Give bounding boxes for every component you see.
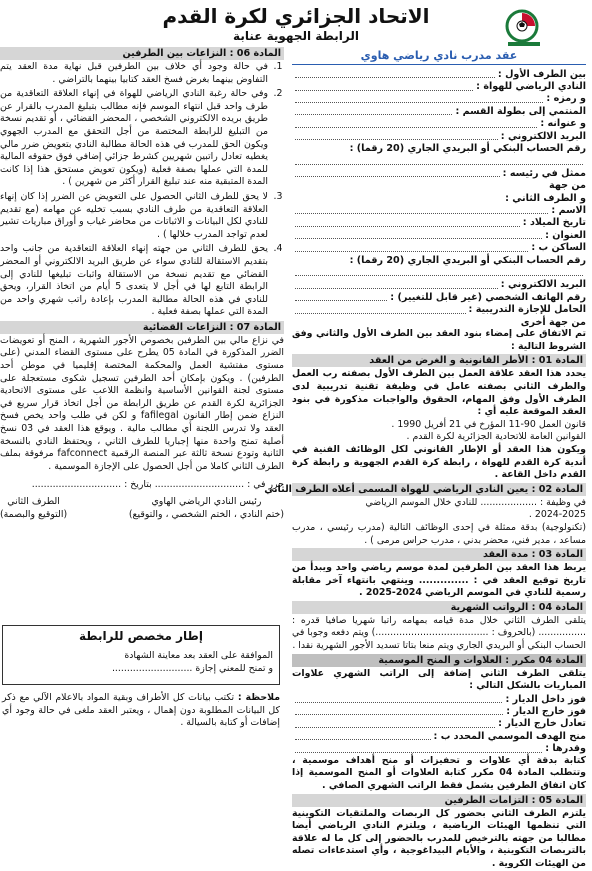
bonus-line[interactable] [292,693,586,705]
contract-intro: تم الاتفاق على إمضاء بنود العقد بين الطرف الأول والثاني وفق الشروط التالية : [292,328,586,352]
field-label: رقم الحساب البنكي أو البريدي الجاري (20 رقما) : [349,254,586,266]
field-label: البريد الالكتروني : [500,279,586,291]
bonus-label: وقدرها : [545,743,586,755]
signature-block [0,496,284,521]
field-label: تاريخ الميلاد : [522,217,586,229]
league-box-title: إطار مخصص للرابطة [79,629,203,643]
field-line[interactable] [292,217,586,229]
field-label: الحامل للإجازة التدريبية : [468,304,586,316]
footnote-text: تكتب بيانات كل الأطراف وبقية المواد بالاعلام الآلي مع ذكر كل البيانات المطلوبة دون إهمال ، ويعتبر العقد ملغى في حالة وجود أي إضافات أو كتابة بالسيالة . [2,692,280,729]
article-02-title: المادة 02 : يعين النادي الرياضي للهواة المسمى أعلاه الطرف الثاني [292,483,586,496]
field-line[interactable] [292,291,586,303]
left-column [0,46,284,521]
field-line [292,180,586,192]
article-06-item-text: وفي حالة رغبة النادي الرياضي للهواة في إنهاء العلاقة التعاقدية من طرف واحد قبل انتهاء الموسم فإنه مطالب بتبليغ المدرب بالقرار عن طريق بريده الالكتروني الشخصي ، المحضر القضائي ، أو تقديم نسخة من التبليغ للرابطة المختصة من أجل التحقق مع المدرب الجهوي ويكون الحق للمدرب في هذه الحالة مطالبة النادي بتعويض ضرر مالي يغطيه تعادل راتبين شهريين كشرط جزائي إضافي فوق حقوقه المالية للمدة التي عملها بصفة فعلية (ويكون تعويض مستحق هذا إذا كانت المدة المتبقية منه عند تبليغ القرار أكثر من شهرين ) . [0,88,268,188]
article-02-line[interactable]: في وظيفة : ................... للنادي خلال الموسم الرياضي [365,496,586,508]
field-line[interactable] [292,130,586,142]
field-label: من جهة [549,180,586,192]
field-line[interactable] [292,167,586,179]
bonus-label: فوز داخل الديار : [505,693,586,705]
article-06-item-text: في حالة وجود أي خلاف بين الطرفين قبل نهاية مدة العقد يتم التفاوض بينهما بغرض فسخ العقد كتابيا بينهما بالتراضي . [0,61,268,85]
faf-logo-icon [504,8,548,48]
article-01-title: المادة 01 : الأطر القانونية و الغرض من العقد [292,354,586,367]
field-line[interactable] [292,142,586,154]
field-line[interactable] [292,303,586,315]
article-04b-title: المادة 04 مكرر : العلاوات و المنح الموسمية [292,654,586,667]
right-column [264,46,586,871]
field-label: البريد الالكتروني : [500,130,586,142]
article-03-text: يربط هذا العقد بين الطرفين لمدة موسم رياضي واحد ويبدأ من تاريخ توقيع العقد في : .............. وينتهي بانتهاء آخر مقابلة رسمية للنادي في الموسم الرياضي 2024-2025 . [292,562,586,599]
club-signature[interactable] [129,496,284,521]
article-06-title: المادة 06 : النزاعات بين الطرفين [0,47,284,60]
date-place-line[interactable]: حرر في : .............................. بتاريخ : .............................. [31,479,284,491]
field-label: و رمزه : [546,93,586,105]
article-06-item: 1. في حالة وجود أي خلاف بين الطرفين قبل نهاية مدة العقد يتم التفاوض بينهما بغرض فسخ العقد كتابيا بينهما بالتراضي . [0,61,283,85]
field-line[interactable] [292,254,586,266]
article-07-title: المادة 07 : النزاعات القضائية [0,321,284,334]
article-01-text: يحدد هذا العقد علاقة العمل بين الطرف الأول بصفته رب العمل والطرف الثاني بصفته عامل في وظيفة تقنية تدريبية لدى الطرف الأول وفق المهام، الحقوق والواجبات مذكورة في بنود العقد الموقعة عليه أي : [292,368,586,418]
field-label: النادي الرياضي للهواة : [476,81,586,93]
field-line[interactable] [292,93,586,105]
field-label: رقم الهاتف الشخصي (غير قابل للتغيير) : [390,291,586,303]
bonus-line[interactable] [292,742,586,754]
field-label: رقم الحساب البنكي أو البريدي الجاري (20 رقما) : [349,143,586,155]
field-line[interactable] [292,229,586,241]
field-line [292,192,586,204]
league-box [2,625,280,685]
bonus-label: فوز خارج الديار : [506,705,586,717]
league-subtitle: الرابطة الجهوية عنابة [233,29,359,43]
article-03-title: المادة 03 : مدة العقد [292,548,586,561]
field-line [292,316,586,328]
article-06-item: 4. يحق للطرف الثاني من جهته إنهاء العلاقة التعاقدية من جانب واحد بتقديم الاستقالة للنادي سواء عن طريق البريد الالكتروني أو المحضر القضائي مع تقديم نسخة من الاستقالة واثبات تبليغها للنادي إلى الرابطة التابع لها في أجل لا يتعدى 5 أيام من اتخاذ القرار، ويحق للنادي في هذه الحالة مطالبة المدرب بإعادة راتب شهري واحد من المدة التي عملها بصفة فعلية . [0,243,283,318]
article-04b-note: كتابة بدقة أي علاوات و تحفيزات أو منح أهداف موسمية ، وتتطلب المادة 04 مكرر كتابة العلاوات أو المنح الموسمية إذا كان اتفاق الطرفين يشمل فقط الراتب الشهري الصافي . [292,754,586,791]
field-label: الاسم : [551,205,586,216]
contract-title: عقد مدرب نادي رياضي هاوي [292,48,586,65]
article-06-item: 2. وفي حالة رغبة النادي الرياضي للهواة في إنهاء العلاقة التعاقدية من طرف واحد قبل انتهاء الموسم فإنه مطالب بتبليغ المدرب بالقرار عن طريق بريده الالكتروني الشخصي ، المحضر القضائي ، أو تقديم نسخة من التبليغ للرابطة المختصة من أجل التحقق مع المدرب الجهوي ويكون الحق للمدرب في هذه الحالة مطالبة النادي بتعويض ضرر مالي يغطيه تعادل راتبين شهريين كشرط جزائي إضافي فوق حقوقه المالية للمدة التي عملها بصفة فعلية (ويكون تعويض مستحق هذا إذا كانت المدة المتبقية منه عند تبليغ القرار أكثر من شهرين ) . [0,88,283,188]
field-label: و الطرف الثاني : [505,192,586,204]
field-line[interactable] [292,279,586,291]
article-02-line: 2024-2025 . [528,509,586,521]
field-label: بين الطرف الأول : [497,68,586,80]
bonus-line[interactable] [292,705,586,717]
field-label: المنتمي إلى بطولة القسم : [455,105,586,117]
article-07-text: في نزاع مالي بين الطرفين بخصوص الأجور الشهرية ، المنح أو تعويضات الضرر المذكورة في المادة 05 يطرح على مستوى القضاء المدني (على مستوى مفتشية العمل والمحكمة المختصة إقليميا في موطن أحد الطرفين) . ويكون بإمكان أحد الطرفين تسجيل شكوى مستعجلة على مستوى لجنة القوانين الأساسية وانظمة اللاعب على مستوى الاتحادية الجزائرية لكرة القدم عن طريق الرابطة من أجل اتخاذ قرار سريع في النزاع ضمن إطار القانون fafilegal و لكن في طلب واحد يخص فسخ العقد ولا تدرس اللجنة أي مطالب مالية . ويوقع هذا العقد في 03 نسخ أصلية تمنح واحدة منها إجباريا للطرف الثاني ، ويحتفظ النادي بالنسخة الثانية وتودع نسخة ثالثة عبر المنصة الرقمية fafconnect مرفوقة بملف الطرف الثاني كاملا من أجل الحصول على الإجازة الموسمية . [0,334,285,472]
field-line[interactable] [292,105,586,117]
account-boxes[interactable] [292,155,586,167]
federation-title: الاتحاد الجزائري لكرة القدم [162,4,430,28]
article-02-line: (تكنولوجية) بدقة ممثلة في إحدى الوظائف التالية (مدرب رئيسي ، مدرب مساعد ، مدير فني، محضر بدني ، مدرب حراس مرمى ) . [292,521,586,546]
field-label: و عنوانه : [540,118,586,130]
footnote [2,692,280,730]
field-line[interactable] [292,80,586,92]
second-party-signature[interactable] [0,496,67,521]
club-signature-label: رئيس النادي الرياضي الهاوي [151,496,262,507]
bonus-label: تعادل خارج الديار : [498,718,586,730]
field-line[interactable] [292,241,586,253]
article-05-title: المادة 05 : التزامات الطرفين [292,794,586,807]
second-party-note: (التوقيع والبصمة) [0,508,68,520]
account-boxes[interactable] [292,266,586,278]
bonus-line[interactable] [292,718,586,730]
article-04-title: المادة 04 : الرواتب الشهرية [292,601,586,614]
article-01-item: القوانين العامة للاتحادية الجزائرية لكرة القدم . [406,431,586,443]
field-label: الساكن ب : [531,242,586,254]
article-06-item-text: يحق للطرف الثاني من جهته إنهاء العلاقة التعاقدية من جانب واحد بتقديم الاستقالة للنادي سواء عن طريق البريد الالكتروني أو المحضر القضائي مع تقديم نسخة من الاستقالة واثبات تبليغها للنادي إلى الرابطة التابع لها في أجل لا يتعدى 5 أيام من اتخاذ القرار، ويحق للنادي في هذه الحالة مطالبة المدرب بإعادة راتب شهري واحد من المدة التي عملها بصفة فعلية . [0,243,268,318]
field-label: من جهة أخرى [520,316,586,328]
article-06-item: 3. لا يحق للطرف الثاني الحصول على التعويض عن الضرر إذا كان إنهاء العلاقة التعاقدية من طرف النادي بسبب تخليه عن مهامه (مع تقديم للنادي لكل البيانات و الاثباتات من محاضر غياب و أوراق مباريات تشير لعدم تواجد المدرب خلالها ) . [0,190,283,240]
field-line[interactable] [292,68,586,80]
footnote-label: ملاحظة : [237,692,281,703]
article-04-text: يتلقى الطرف الثاني خلال مدة قيامه بمهامه راتبا شهريا صافيا قدره : ................ (بالحروف : ......................................) ويتم دفعه وجوبا في الحساب البنكي أو البريدي الجاري ويتم منعا بتاتا تسديد الأجور الشهرية نقدا . [292,614,586,652]
field-line[interactable] [292,204,586,216]
article-05-text: يلتزم الطرف الثاني بحضور كل الربصات والملتقيات التكوينية التي تنظمها الهيئات الرياضية ، ويلتزم النادي الرياضي أيضا مطالبا من جهته بالترخيص للمدرب بالحضور إلى كل ما له علاقة بالتربصات التكوينية ، والأيام البيداغوجية ، وأي استدعاءات تصله من الهيئات الكروية . [292,807,586,869]
league-box-line: الموافقة على العقد بعد معاينة الشهادة [124,650,273,661]
second-party-label: الطرف الثاني [7,496,60,507]
article-01-item: قانون العمل 90-11 المؤرخ في 21 أفريل 1990 . [391,418,586,430]
league-box-line[interactable]: و تمنح للمعني إجازة ........................... [111,662,273,674]
article-01-item: ويكون هذا العقد أو الإطار القانوني لكل الوظائف الفنية في أندية كرة القدم للهواة ، رابطة كرة القدم الجهوية و رابطة كرة القدم داخل القاعة . [292,443,586,481]
field-line[interactable] [292,118,586,130]
bonus-label: منح الهدف الموسمي المحدد ب : [433,730,586,742]
article-06-item-text: لا يحق للطرف الثاني الحصول على التعويض عن الضرر إذا كان إنهاء العلاقة التعاقدية من طرف النادي بسبب تخليه عن مهامه (مع تقديم للنادي لكل البيانات و الاثباتات من محاضر غياب و أوراق مباريات تشير لعدم تواجد المدرب خلالها ) . [0,190,268,240]
document-header [0,0,592,48]
field-label: ممثل في رئيسه : [502,167,586,179]
bonus-line[interactable] [292,730,586,742]
field-label: العنوان : [545,229,586,241]
article-04b-text: يتلقى الطرف الثاني إضافة إلى الراتب الشهري علاوات المباريات بالشكل التالي : [292,667,586,692]
club-signature-note: (ختم النادي ، الختم الشخصي ، والتوقيع) [128,508,284,520]
